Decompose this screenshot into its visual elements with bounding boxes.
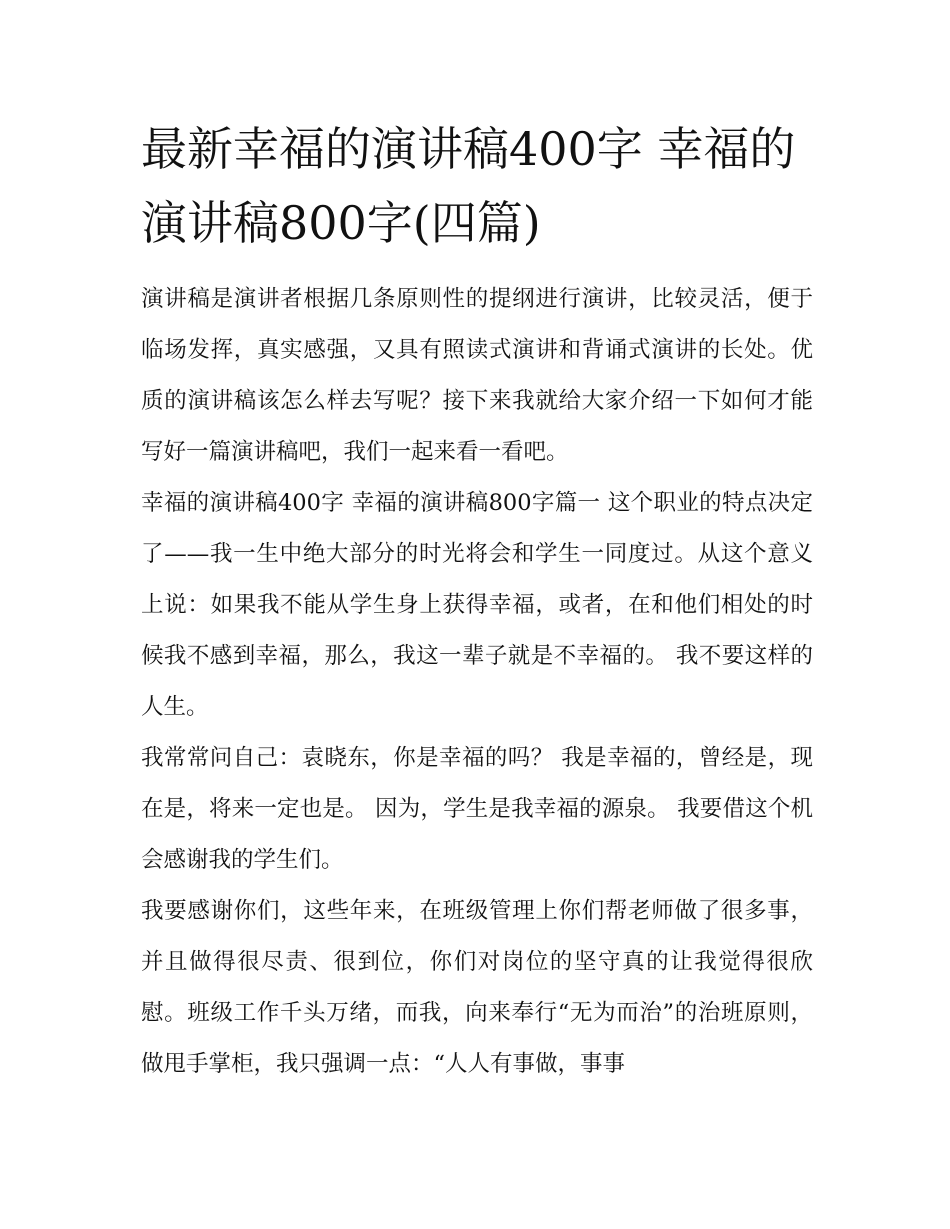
document-title: 最新幸福的演讲稿400字 幸福的演讲稿800字(四篇) xyxy=(141,122,796,250)
paragraph-self-question: 我常常问自己：袁晓东，你是幸福的吗？ 我是幸福的，曾经是，现在是，将来一定也是。 因为，学生是我幸福的源泉。 我要借这个机会感谢我的学生们。 xyxy=(141,745,813,873)
paragraph-section-one: 幸福的演讲稿400字 幸福的演讲稿800字篇一 这个职业的特点决定了——我一生中绝大部分的时光将会和学生一同度过。从这个意义上说：如果我不能从学生身上获得幸福，或者，在和他们相处的时候我不感到幸福，那么，我这一辈子就是不幸福的。 我不要这样的人生。 xyxy=(141,490,813,720)
document-page xyxy=(141,112,813,1090)
paragraph-thanks: 我要感谢你们，这些年来，在班级管理上你们帮老师做了很多事，并且做得很尽责、很到位，你们对岗位的坚守真的让我觉得很欣慰。班级工作千头万绪，而我，向来奉行“无为而治”的治班原则，做甩手掌柜，我只强调一点：“人人有事做，事事 xyxy=(141,898,813,1077)
paragraph-intro: 演讲稿是演讲者根据几条原则性的提纲进行演讲，比较灵活，便于临场发挥，真实感强，又具有照读式演讲和背诵式演讲的长处。优质的演讲稿该怎么样去写呢？接下来我就给大家介绍一下如何才能写好一篇演讲稿吧，我们一起来看一看吧。 xyxy=(141,286,813,465)
